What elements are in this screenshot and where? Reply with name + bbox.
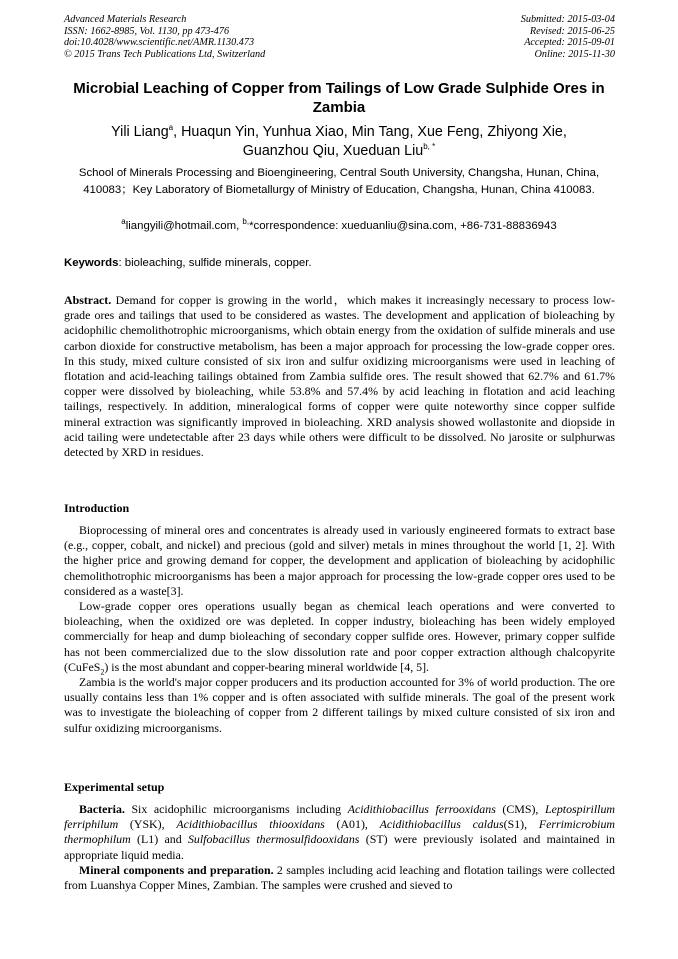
paper-title: Microbial Leaching of Copper from Tailings of Low Grade Sulphide Ores in Zambia xyxy=(73,80,605,116)
author-first-sup: a xyxy=(168,123,174,133)
bacteria-text: (A01), xyxy=(324,817,380,832)
date-revised: Revised: 2015-06-25 xyxy=(529,25,615,37)
bacteria-text: (YSK), xyxy=(118,817,177,832)
bacteria-text: (ST) were previously isolated and maintained in appropriate liquid media. xyxy=(64,832,615,862)
introduction-body xyxy=(64,523,615,736)
affiliation: School of Minerals Processing and Bioengineering, Central South University, Changsha, Hunan, China, 410083；Key Laboratory of Biometallurgy of Ministry of Education, Changsha, Hunan, China 410083. xyxy=(78,167,600,196)
journal-copyright: © 2015 Trans Tech Publications Ltd, Switzerland xyxy=(64,48,266,60)
author-first: Yili Liang xyxy=(111,124,169,140)
contact-email-a: liangyili@hotmail.com, xyxy=(125,220,243,232)
date-submitted: Submitted: 2015-03-04 xyxy=(520,14,615,25)
intro-p2-text-end: ) is the most abundant and copper-bearing mineral worldwide [4, 5]. xyxy=(104,659,430,674)
experimental-body xyxy=(64,802,615,893)
species-name: Sulfobacillus thermosulfidooxidans xyxy=(187,832,360,847)
bacteria-text: (L1) and xyxy=(130,832,188,847)
author-line-1 xyxy=(60,123,618,142)
publication-dates xyxy=(521,14,615,60)
bacteria-text: (CMS), xyxy=(495,802,545,816)
intro-paragraph: Bioprocessing of mineral ores and concentrates is already used in variously engineered formats to extract base (e.g., copper, cobalt, and nickel) and precious (gold and silver) metals in mines throughout the world [1, 2]. With the higher price and growing demand for copper, the development and application of bioleaching by acidophilic chemolithotrophic microorganisms has been a major approach for processing the low-grade copper ores used to be considered as a waste[3]. xyxy=(64,523,615,598)
journal-issn: ISSN: 1662-8985, Vol. 1130, pp 473-476 xyxy=(64,25,230,37)
bacteria-text: Six acidophilic microorganisms including xyxy=(124,802,348,816)
journal-doi: doi:10.4028/www.scientific.net/AMR.1130.473 xyxy=(64,37,255,49)
experimental-heading: Experimental setup xyxy=(64,780,165,794)
journal-info xyxy=(64,14,265,60)
author-line-2 xyxy=(60,142,618,161)
keywords-text: : bioleaching, sulfide minerals, copper. xyxy=(118,257,312,269)
keywords xyxy=(64,256,616,271)
journal-name: Advanced Materials Research xyxy=(64,14,187,25)
species-name: Acidithiobacillus thiooxidans xyxy=(176,817,325,832)
intro-paragraph: Zambia is the world's major copper producers and its production accounted for 3% of world production. The ore usually contains less than 1% copper and is often associated with sulfide minerals. The goal of the present work was to investigate the bioleaching of copper from 2 different tailings by mixed culture consisted of six iron and sulfur oxidizing microorganisms. xyxy=(64,675,615,735)
species-name: Leptospirillum ferriphilum xyxy=(64,802,615,832)
formula-subscript: 2 xyxy=(100,667,105,677)
bacteria-paragraph xyxy=(64,802,615,863)
bacteria-text: (S1), xyxy=(503,817,539,832)
abstract xyxy=(64,293,615,460)
contact-sup-a: a xyxy=(121,217,126,227)
mineral-label: Mineral components and preparation. xyxy=(79,862,274,877)
keywords-label: Keywords xyxy=(64,257,119,269)
date-online: Online: 2015-11-30 xyxy=(534,48,615,60)
author-list xyxy=(60,123,618,161)
mineral-text: 2 samples including acid leaching and flotation tailings were collected from Luanshya Copper Mines, Zambian. The samples were crushed and sieved to xyxy=(64,862,615,893)
bacteria-label: Bacteria. xyxy=(79,802,125,816)
contact-line xyxy=(60,219,618,234)
author-rest-1: , Huaqun Yin, Yunhua Xiao, Min Tang, Xue Feng, Zhiyong Xie, xyxy=(173,124,567,140)
author-rest-2: Guanzhou Qiu, Xueduan Liu xyxy=(242,143,424,159)
introduction-heading: Introduction xyxy=(64,501,130,515)
abstract-text: Demand for copper is growing in the world，which makes it increasingly necessary to process low-grade ores and tailings that used to be considered as wastes. The development and application of bioleaching by acidophilic chemolithotrophic microorganisms, which obtain energy from the oxidation of sulfide minerals and use carbon dioxide for constructive metabolism, has been a major approach for processing the low-grade copper ores. In this study, mixed culture consisted of six iron and sulfur oxidizing microorganisms were used in leaching of flotation and acid-leaching tailings obtained from Zambia sulfide ores. The result showed that 62.7% and 61.7% copper were dissolved by bioleaching, while 53.8% and 57.4% by acid leaching in flotation and acid leaching tailings, respectively. In addition, mineralogical forms of copper were quite noteworthy since copper sulfide mineral extraction was significantly improved in bioleaching. XRD analysis showed wollastonite and diopside in acid tailing were undetectable after 23 days while others were difficult to be dissolved. No jarosite or sulphurwas detected by XRD in residues. xyxy=(64,293,615,460)
species-name: Acidithiobacillus ferrooxidans xyxy=(347,802,496,816)
date-accepted: Accepted: 2015-09-01 xyxy=(524,37,615,49)
intro-p2-text: Low-grade copper ores operations usually began as chemical leach operations and were converted to bioleaching, when the oxidized ore was depleted. In copper industry, bioleaching has been widely employed commercially for heap and dump bioleaching of secondary copper sulfide ores. However, primary copper sulfide has not been commercialized due to the slow dissolution rate and poor copper extraction although chalcopyrite (CuFeS xyxy=(64,599,615,674)
abstract-label: Abstract. xyxy=(64,293,112,307)
species-name: Acidithiobacillus caldus xyxy=(379,817,504,832)
contact-correspondence: *correspondence: xueduanliu@sina.com, +86-731-88836943 xyxy=(249,220,557,232)
species-name: Ferrimicrobium thermophilum xyxy=(64,817,615,847)
mineral-paragraph xyxy=(64,863,615,893)
intro-paragraph xyxy=(64,599,615,675)
contact-sup-b: b, xyxy=(242,217,250,227)
author-last-sup: b, * xyxy=(423,142,436,152)
